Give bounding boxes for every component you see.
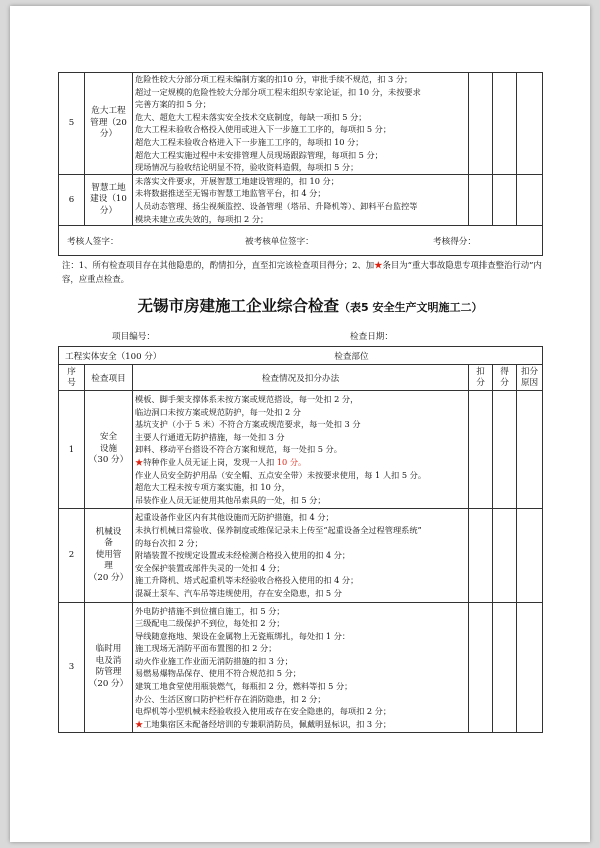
method-line [135, 443, 466, 456]
deduct-cell[interactable] [469, 73, 493, 175]
method-line [135, 549, 466, 562]
method-text: 三级配电二级保护不到位，每处扣 2 分； [135, 618, 285, 629]
check-item [85, 509, 133, 602]
header-item: 检查项目 [85, 365, 133, 391]
method-line: 模块未建立或失效的，每项扣 2 分； [135, 213, 269, 224]
check-item-line: 临时用 [95, 644, 122, 655]
check-item [85, 602, 133, 733]
method-text: 施工升降机、塔式起重机等未经验收合格投入使用的扣 4 分； [135, 575, 359, 586]
method-line [135, 587, 466, 600]
check-item-line: 安全 [99, 432, 118, 443]
method-line [135, 431, 466, 444]
check-item-line: 分） [99, 129, 118, 140]
table-row [59, 174, 543, 225]
title-main: 无锡市房建施工企业综合检查 [137, 297, 340, 315]
score-cell[interactable] [493, 391, 517, 509]
header-deduct-2: 分 [476, 377, 485, 388]
method-line [135, 393, 466, 406]
location-label: 检查部位 [334, 351, 369, 362]
header-reason-2: 原因 [520, 377, 539, 388]
method-line [135, 655, 466, 668]
method-cell [133, 509, 469, 602]
deduct-cell[interactable] [469, 602, 493, 733]
method-line [135, 406, 466, 419]
score-cell[interactable] [493, 602, 517, 733]
method-text: 吊装作业人员无证使用其他吊索具的一处，扣 5 分； [135, 494, 326, 505]
header-score-1: 得 [500, 366, 509, 377]
note-prefix: 注：1、所有检查项目存在其他隐患的，酌情扣分，直至扣完该检查项目得分；2、加 [62, 260, 375, 270]
method-line: 现场情况与验收结论明显不符，验收资料造假，每项扣 5 分； [135, 162, 359, 173]
method-text: 办公、生活区窗口防护栏杆存在消防隐患，扣 2 分； [135, 693, 326, 704]
method-line [135, 617, 466, 630]
method-text: 动火作业施工作业面无消防措施的扣 3 分； [135, 655, 293, 666]
method-text: 易燃易爆物品保存、使用不符合规范扣 5 分； [135, 668, 301, 679]
method-cell [133, 73, 469, 175]
method-line [135, 511, 466, 524]
table-row [59, 509, 543, 602]
method-line: 未落实文件要求，开展智慧工地建设管理的，扣 10 分； [135, 175, 339, 186]
method-line [135, 680, 466, 693]
row-number: 6 [59, 174, 85, 225]
top-table [58, 72, 543, 256]
method-line [135, 705, 466, 718]
reason-cell[interactable] [517, 602, 543, 733]
method-line: 未将数据推送至无锡市智慧工地监管平台，扣 4 分； [135, 188, 326, 199]
method-text: 临边洞口未按方案或规范防护，每一处扣 2 分 [135, 406, 301, 417]
check-item-line: （20 分） [88, 572, 129, 583]
score-cell[interactable] [493, 174, 517, 225]
method-text: 建筑工地食堂使用瓶装燃气，每瓶扣 2 分，燃料等扣 5 分； [135, 681, 353, 692]
table-row [59, 602, 543, 733]
check-item-line: 设施 [99, 443, 118, 454]
method-text: 起重设备作业区内有其他设施而无防护措施，扣 4 分； [135, 512, 334, 523]
method-text: 超危大工程未按专项方案实施，扣 10 分， [135, 482, 290, 493]
method-line [135, 562, 466, 575]
method-line: 危险性较大分部分项工程未编制方案的扣10 分，审批手续不规范，扣 3 分； [135, 74, 413, 84]
method-text: 电焊机等小型机械未经验收投入使用或存在安全隐患的，每项扣 2 分； [135, 706, 392, 717]
star-icon: ★ [374, 260, 383, 270]
method-text: 未执行机械日常验收、保养制度或维保记录未上传至“起重设备全过程管理系统” [135, 524, 422, 535]
check-item-line: 防管理 [95, 667, 122, 678]
method-line: 人员动态管理、扬尘视频监控、设备管理（塔吊、升降机等）、卸料平台监控等 [135, 200, 418, 211]
method-cell [133, 174, 469, 225]
inspector-signature-label: 考核人签字： [67, 236, 119, 247]
check-item-line: 智慧工地 [91, 182, 126, 193]
row-number: 5 [59, 73, 85, 175]
method-line: 超危大工程未验收合格进入下一步施工工序的，每项扣 10 分； [135, 136, 364, 147]
method-text: 基坑支护（小于 5 米）不符合方案或规范要求，每一处扣 3 分 [135, 419, 361, 430]
method-text: 模板、脚手架支撑体系未按方案或规范搭设，每一处扣 2 分， [135, 394, 359, 404]
table-row [59, 391, 543, 509]
check-item-line: 理 [104, 561, 113, 572]
reason-cell[interactable] [517, 509, 543, 602]
method-line: 危大、超危大工程未落实安全技术交底制度，每缺一项扣 5 分； [135, 111, 367, 122]
table-row [59, 73, 543, 175]
check-item-line: 机械设 [95, 526, 122, 537]
method-text: 施工现场无消防平面布置图的扣 2 分； [135, 643, 277, 654]
method-line [135, 418, 466, 431]
method-line: 超过一定规模的危险性较大分部分项工程未组织专家论证，扣 10 分，未按要求 [135, 86, 421, 97]
inspection-date-label: 检查日期： [350, 332, 393, 342]
check-item-line: 电及消 [95, 655, 122, 666]
reason-cell[interactable] [517, 174, 543, 225]
method-line [135, 630, 466, 643]
method-text: 作业人员安全防护用品（安全帽、五点安全带）未按要求使用，每 1 人扣 5 分。 [135, 469, 427, 480]
signature-row [59, 226, 543, 256]
check-item-line: 备 [104, 538, 113, 549]
method-cell [133, 602, 469, 733]
method-text: 混凝土泵车、汽车吊等违规使用，存在安全隐患，扣 5 分 [135, 587, 342, 598]
method-line: 危大工程未验收合格投入使用或进入下一步施工工序的，每项扣 5 分； [135, 124, 392, 135]
note-suffix: 条目为“重大事故隐患专项排查整治行动”内容，应重点检查。 [62, 260, 542, 284]
check-item-line: （20 分） [88, 678, 129, 689]
method-line: 超危大工程实施过程中未安排管理人员现场跟踪管理，每项扣 5 分； [135, 149, 383, 160]
method-text: 工地集宿区未配备经培训的专兼职消防员，佩戴明显标识，扣 3 分； [143, 718, 392, 729]
method-text: 外电防护措施不到位擅自施工，扣 5 分； [135, 605, 285, 616]
method-text: 安全保护装置或部件失灵的一处扣 4 分； [135, 562, 285, 573]
method-line [135, 494, 466, 507]
row-number: 3 [59, 602, 85, 733]
check-item [85, 73, 133, 175]
row-number: 2 [59, 509, 85, 602]
check-item-line: 分） [99, 205, 118, 216]
document-page [10, 6, 590, 842]
deduct-cell[interactable] [469, 509, 493, 602]
title-sub: （表5 安全生产文明施工二） [339, 301, 483, 314]
method-text: 附墙装置不按规定设置或未经检测合格投入使用的扣 4 分； [135, 550, 351, 561]
star-icon: ★ [135, 456, 144, 467]
header-reason-1: 扣分 [520, 366, 539, 377]
deduct-cell[interactable] [469, 174, 493, 225]
score-label: 考核得分： [433, 236, 476, 247]
score-cell[interactable] [493, 73, 517, 175]
header-no-2: 号 [67, 377, 76, 388]
score-cell[interactable] [493, 509, 517, 602]
method-cell [133, 391, 469, 509]
check-item-line: 管理（20 [90, 117, 127, 128]
method-line [135, 574, 466, 587]
header-deduct-1: 扣 [476, 366, 485, 377]
row-number: 1 [59, 391, 85, 509]
check-item-line: 使用管 [95, 549, 122, 560]
method-line [135, 537, 466, 550]
method-line [135, 481, 466, 494]
method-line [135, 524, 466, 537]
method-line: 完善方案的扣 5 分； [135, 99, 211, 110]
check-item-line: 建设（10 [90, 194, 127, 205]
reason-cell[interactable] [517, 73, 543, 175]
method-text: 的每台次扣 2 分； [135, 537, 203, 548]
check-item-line: （30 分） [88, 455, 129, 466]
header-row [59, 365, 543, 391]
section-row [59, 347, 543, 365]
method-line [135, 456, 466, 469]
note [62, 258, 544, 286]
star-icon: ★ [135, 718, 144, 729]
method-text: 特种作业人员无证上岗，发现一人扣 [143, 456, 277, 467]
reason-cell[interactable] [517, 391, 543, 509]
deduct-cell[interactable] [469, 391, 493, 509]
main-table [58, 346, 543, 733]
project-no-label: 项目编号： [112, 332, 155, 342]
method-line [135, 469, 466, 482]
method-line [135, 605, 466, 618]
check-item [85, 391, 133, 509]
section-label: 工程实体安全（100 分） [65, 351, 162, 362]
check-item [85, 174, 133, 225]
header-score-2: 分 [500, 377, 509, 388]
method-text: 导线随意拖地、架设在金属物上无瓷瓶绑扎，每处扣 1 分： [135, 630, 351, 641]
method-line [135, 718, 466, 731]
unit-signature-label: 被考核单位签字： [245, 236, 314, 247]
highlight-text: 10 分。 [276, 456, 307, 467]
header-no-1: 序 [67, 366, 76, 377]
method-text: 主要人行通道无防护措施，每一处扣 3 分 [135, 431, 285, 442]
page-title [50, 294, 570, 316]
check-item-line: 危大工程 [91, 106, 126, 117]
method-line [135, 642, 466, 655]
method-line [135, 667, 466, 680]
header-method: 检查情况及扣分办法 [133, 365, 469, 391]
method-line [135, 693, 466, 706]
method-text: 卸料、移动平台搭设不符合方案和规范，每一处扣 5 分。 [135, 444, 342, 455]
